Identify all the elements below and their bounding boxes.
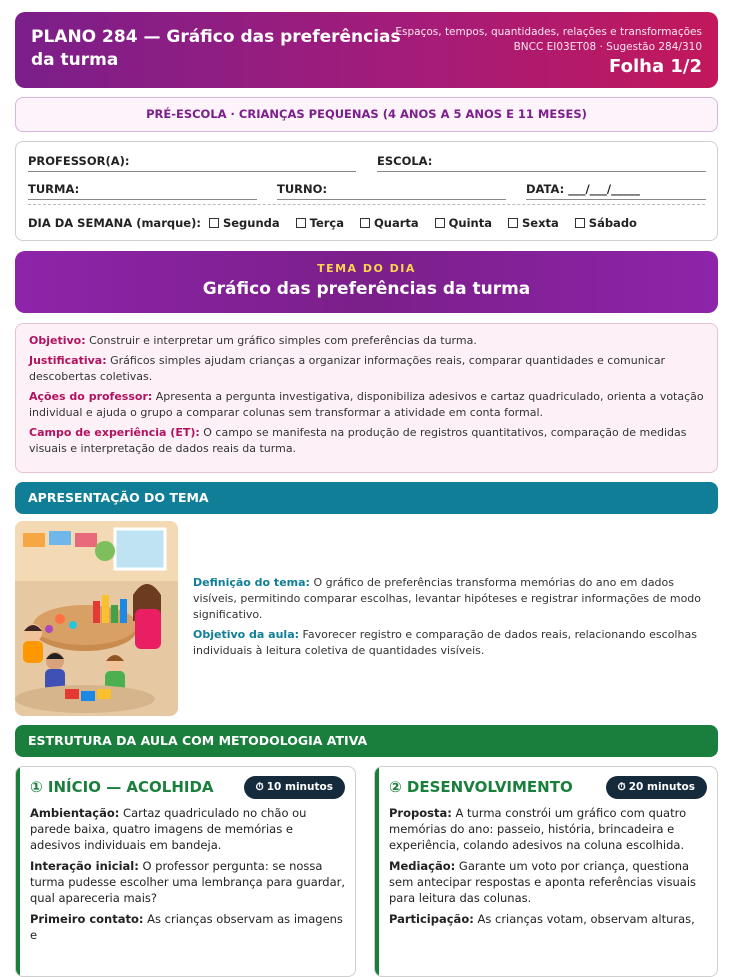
duration-text: 20 minutos (628, 781, 695, 793)
weekday-selector (28, 216, 653, 230)
field-paragraph (29, 425, 704, 457)
meta-line-2: BNCC EI03ET08 · Sugestão 284/310 (513, 41, 702, 53)
school-label: ESCOLA: (377, 154, 433, 168)
objective-paragraph (29, 333, 704, 349)
teacher-field[interactable] (28, 152, 356, 172)
definition-paragraph (193, 575, 718, 623)
bncc-meta (395, 25, 702, 55)
setting-text: Cartaz quadriculado no chão ou parede baixa, quatro imagens de memórias e adesivos individuais em bandeja. (30, 806, 307, 852)
objective-text: Construir e interpretar um gráfico simples com preferências da turma. (89, 334, 477, 347)
date-field[interactable] (526, 180, 706, 200)
start-card (15, 766, 356, 977)
meta-line-1: Espaços, tempos, quantidades, relações e transformações (395, 26, 702, 38)
weekday-text: Segunda (222, 216, 280, 230)
definition-text: O gráfico de preferências transforma memórias do ano em dados visíveis, permitindo comparar escolhas, levantar hipóteses e registrar informações de modo significativo. (193, 576, 702, 621)
aim-paragraph (193, 627, 718, 659)
development-title: ② DESENVOLVIMENTO (389, 778, 573, 796)
interaction-paragraph (30, 858, 345, 906)
mediation-label: Mediação: (389, 859, 456, 873)
theme-title: Gráfico das preferências da turma (202, 279, 531, 299)
weekday-text: Sábado (588, 216, 637, 230)
aim-text: Favorecer registro e comparação de dados reais, relacionando escolhas individuais à leitura coletiva de quantidades visíveis. (193, 628, 697, 657)
checkbox-icon[interactable] (435, 218, 445, 228)
objective-label: Objetivo: (29, 334, 86, 347)
structure-section-title: ESTRUTURA DA AULA COM METODOLOGIA ATIVA (15, 725, 718, 757)
justification-label: Justificativa: (29, 354, 107, 367)
objectives-box (15, 323, 718, 473)
checkbox-icon[interactable] (296, 218, 306, 228)
teacher-label: PROFESSOR(A): (28, 154, 130, 168)
checkbox-icon[interactable] (209, 218, 219, 228)
participation-text: As crianças votam, observam alturas, (477, 912, 695, 926)
plan-title: PLANO 284 — Gráfico das preferências da turma (31, 27, 401, 70)
contact-text: As crianças observam as imagens e (30, 912, 343, 942)
justification-text: Gráficos simples ajudam crianças a organizar informações reais, comparar quantidades e comunicar descobertas coletivas. (29, 354, 666, 383)
development-body (389, 805, 707, 932)
presentation-section-title: APRESENTAÇÃO DO TEMA (15, 482, 718, 514)
interaction-text: O professor pergunta: se nossa turma pudesse escolher uma lembrança para guardar, qual apareceria mais? (30, 859, 345, 905)
class-field[interactable] (28, 180, 257, 200)
clock-icon: ⏱ (255, 781, 264, 793)
shift-label: TURNO: (277, 182, 328, 196)
mediation-paragraph (389, 858, 707, 906)
field-label: Campo de experiência (ET): (29, 426, 200, 439)
plan-header (15, 12, 718, 88)
presentation-text (193, 575, 718, 663)
participation-label: Participação: (389, 912, 474, 926)
start-body (30, 805, 345, 948)
divider (28, 204, 705, 205)
aim-label: Objetivo da aula: (193, 628, 300, 641)
actions-label: Ações do professor: (29, 390, 153, 403)
weekday-label: DIA DA SEMANA (marque): (28, 216, 201, 230)
class-label: TURMA: (28, 182, 80, 196)
field-text: O campo se manifesta na produção de registros quantitativos, comparação de medidas visuais e interpretação de dados reais da turma. (29, 426, 687, 455)
checkbox-icon[interactable] (508, 218, 518, 228)
sheet-number: Folha 1/2 (609, 56, 702, 77)
actions-paragraph (29, 389, 704, 421)
shift-field[interactable] (277, 180, 506, 200)
proposal-text: A turma constrói um gráfico com quatro memórias do ano: passeio, história, brincadeira e experiência, colando adesivos na coluna escolhida. (389, 806, 687, 852)
checkbox-icon[interactable] (575, 218, 585, 228)
participation-paragraph (389, 911, 707, 927)
age-level-bar: PRÉ-ESCOLA · CRIANÇAS PEQUENAS (4 ANOS A 5 ANOS E 11 MESES) (15, 97, 718, 132)
weekday-option[interactable] (360, 216, 419, 230)
theme-banner (15, 251, 718, 313)
weekday-option[interactable] (575, 216, 637, 230)
theme-kicker: TEMA DO DIA (317, 262, 416, 275)
weekday-text: Terça (309, 216, 344, 230)
justification-paragraph (29, 353, 704, 385)
weekday-option[interactable] (435, 216, 492, 230)
clock-icon: ⏱ (617, 781, 626, 793)
identification-form (15, 141, 718, 241)
duration-badge (244, 776, 345, 799)
weekday-text: Quinta (448, 216, 493, 230)
duration-text: 10 minutos (266, 781, 333, 793)
weekday-text: Quarta (374, 216, 419, 230)
contact-paragraph (30, 911, 345, 943)
definition-label: Definição do tema: (193, 576, 310, 589)
weekday-option[interactable] (209, 216, 280, 230)
weekday-option[interactable] (296, 216, 344, 230)
setting-label: Ambientação: (30, 806, 120, 820)
date-label: DATA: ___/___/_____ (526, 182, 640, 196)
weekday-option[interactable] (508, 216, 559, 230)
setting-paragraph (30, 805, 345, 853)
interaction-label: Interação inicial: (30, 859, 139, 873)
development-card (374, 766, 718, 977)
mediation-text: Garante um voto por criança, questiona sem antecipar respostas e aponta referências visuais para leitura das colunas. (389, 859, 697, 905)
school-field[interactable] (377, 152, 706, 172)
duration-badge (606, 776, 707, 799)
contact-label: Primeiro contato: (30, 912, 144, 926)
weekday-text: Sexta (522, 216, 559, 230)
classroom-illustration (15, 521, 178, 716)
proposal-label: Proposta: (389, 806, 452, 820)
actions-text: Apresenta a pergunta investigativa, disponibiliza adesivos e cartaz quadriculado, orienta a votação individual e ajuda o grupo a comparar colunas sem transformar a atividade em conta formal. (29, 390, 704, 419)
start-title: ① INÍCIO — ACOLHIDA (30, 778, 214, 796)
proposal-paragraph (389, 805, 707, 853)
checkbox-icon[interactable] (360, 218, 370, 228)
